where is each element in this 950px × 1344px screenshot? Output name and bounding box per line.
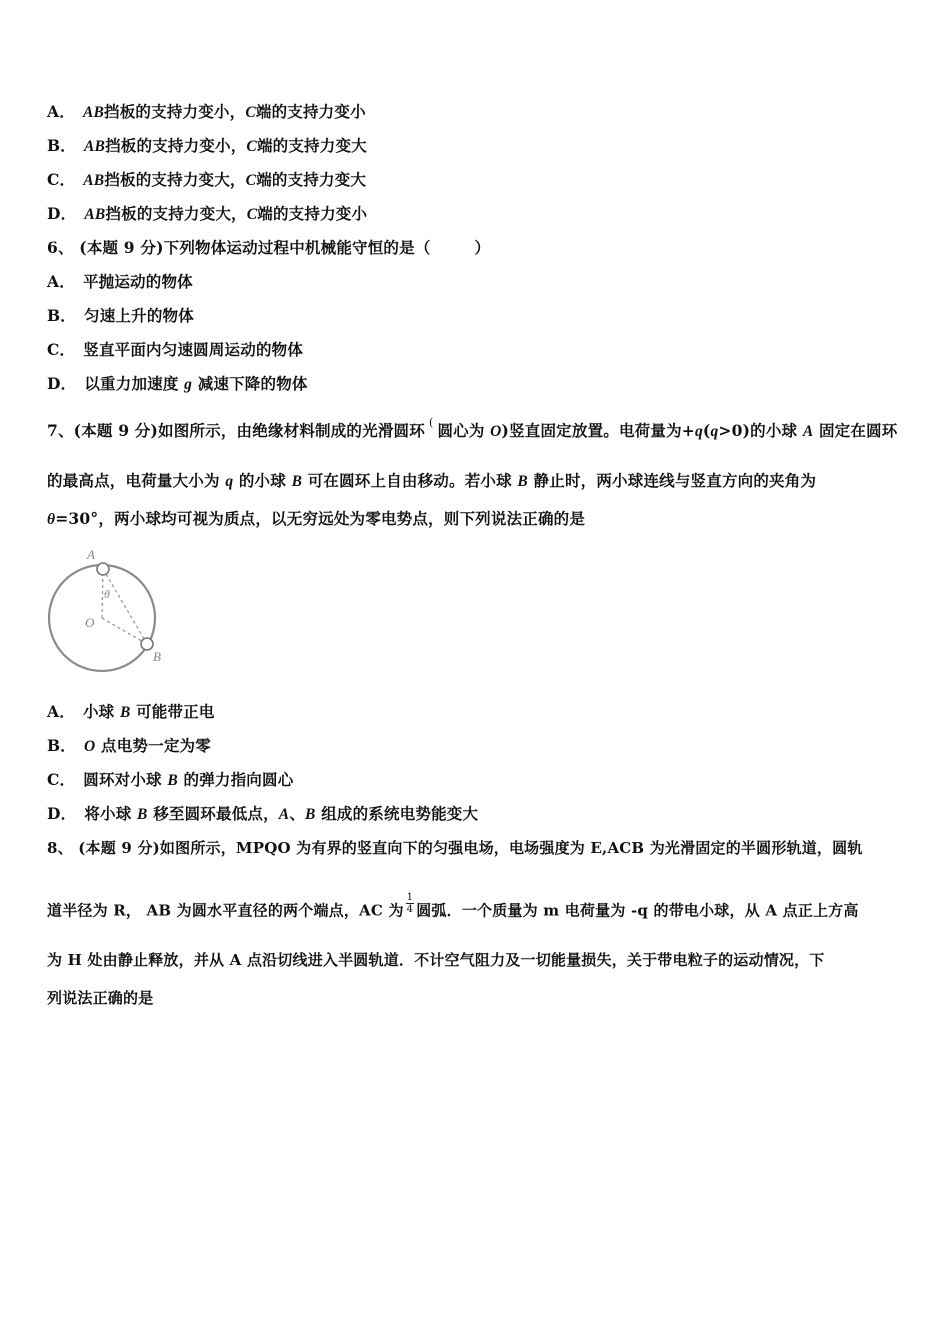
- text: 固定在圆环: [813, 421, 898, 440]
- option-text: 端的支持力变小: [257, 204, 368, 223]
- text: 的最高点，电荷量大小为: [47, 471, 226, 490]
- option-key: A．: [47, 272, 75, 291]
- text: 静止时，两小球连线与竖直方向的夹角为: [527, 471, 817, 490]
- option-text: 平抛运动的物体: [82, 272, 193, 291]
- ring-figure: [45, 543, 165, 678]
- option-key: D．: [47, 804, 77, 823]
- option-text: 以重力加速度: [84, 374, 185, 393]
- option-text: 端的支持力变大: [256, 136, 367, 155]
- option-text: 挡板的支持力变小，: [105, 136, 247, 155]
- text: 可在圆环上自由移动。若小球: [302, 471, 518, 490]
- option-key: A．: [47, 702, 75, 721]
- q5-option-c: [47, 170, 366, 191]
- var-c: C: [245, 172, 257, 189]
- fraction-denominator: 4: [406, 904, 414, 915]
- q7-option-c: [47, 770, 293, 791]
- q7-option-a: [47, 702, 215, 723]
- text: =30°，两小球均可视为质点，以无穷远处为零电势点，则下列说法正确的是: [55, 509, 586, 528]
- option-key: B．: [47, 306, 77, 325]
- q5-option-d: [47, 204, 367, 225]
- text: 8、 (本题 9 分)如图所示，MPQO 为有界的竖直向下的匀强电场，电场强度为 E,ACB 为光滑固定的半圆形轨道，圆轨: [47, 839, 863, 857]
- q6-option-d: [47, 374, 308, 395]
- text: >0)的小球: [718, 421, 803, 440]
- option-text: 挡板的支持力变大，: [105, 204, 247, 223]
- option-text: 匀速上升的物体: [84, 306, 194, 325]
- option-text: 可能带正电: [130, 702, 215, 721]
- option-text: 端的支持力变小: [255, 102, 366, 121]
- text: 道半径为 R， AB 为圆水平直径的两个端点，AC 为: [47, 901, 404, 920]
- q7-option-d: [47, 804, 478, 825]
- option-key: C．: [47, 170, 76, 189]
- var-b: B: [137, 806, 148, 823]
- option-text: 小球: [82, 702, 120, 721]
- option-key: C．: [47, 770, 76, 789]
- q7-stem-line-3: [47, 509, 585, 530]
- var-o: O: [84, 738, 96, 755]
- q7-stem-line-1: [47, 416, 898, 443]
- var-q: q: [694, 423, 703, 440]
- q5-option-a: [47, 102, 366, 123]
- ball-a: [97, 563, 109, 575]
- label-b: B: [153, 649, 161, 664]
- option-text: 移至圆环最低点，: [147, 804, 279, 823]
- separator: 、: [289, 804, 306, 823]
- text: 圆弧．一个质量为 m 电荷量为 -q 的带电小球，从 A 点正上方高: [416, 901, 859, 920]
- q8-stem-line-2: [47, 892, 859, 923]
- option-text: 圆环对小球: [83, 770, 168, 789]
- option-key: B．: [47, 136, 77, 155]
- q8-stem-line-4: [47, 988, 153, 1008]
- fraction-one-quarter: [406, 892, 415, 915]
- text: 7、(本题 9 分)如图所示，由绝缘材料制成的光滑圆环: [47, 421, 425, 440]
- option-text: 将小球: [84, 804, 138, 823]
- var-q: q: [710, 423, 719, 440]
- var-ab: AB: [84, 206, 106, 223]
- text: 为 H 处由静止释放，并从 A 点沿切线进入半圆轨道．不计空气阻力及一切能量损失，关于带电粒子的运动情况，下: [47, 951, 825, 969]
- var-b: B: [291, 473, 303, 490]
- paren: (: [428, 416, 434, 429]
- ring-radius-ob: [102, 618, 147, 644]
- var-g: g: [184, 376, 193, 393]
- label-o: O: [85, 615, 95, 630]
- ring-radius-oa: [102, 569, 103, 618]
- q8-stem-line-1: [47, 838, 863, 858]
- option-key: C．: [47, 340, 76, 359]
- option-text: 的弹力指向圆心: [177, 770, 294, 789]
- q6-option-a: [47, 272, 193, 292]
- var-c: C: [246, 138, 257, 155]
- option-text: 挡板的支持力变小，: [104, 102, 246, 121]
- option-key: D．: [47, 374, 77, 393]
- var-theta: θ: [47, 511, 56, 528]
- text: 列说法正确的是: [47, 989, 154, 1007]
- option-text: 减速下降的物体: [192, 374, 308, 393]
- label-theta: θ: [104, 587, 110, 601]
- var-c: C: [246, 206, 258, 223]
- q6-stem-close: ）: [474, 238, 491, 257]
- label-a: A: [87, 547, 95, 562]
- var-q: q: [225, 473, 234, 490]
- var-ab: AB: [83, 172, 105, 189]
- option-text: 点电势一定为零: [95, 736, 211, 755]
- ball-b: [141, 638, 153, 650]
- option-key: D．: [47, 204, 77, 223]
- option-text: 端的支持力变大: [256, 170, 367, 189]
- q6-option-c: [47, 340, 303, 360]
- q7-option-b: [47, 736, 211, 757]
- option-text: 组成的系统电势能变大: [315, 804, 479, 823]
- option-text: 竖直平面内匀速圆周运动的物体: [83, 340, 304, 359]
- text: )竖直固定放置。电荷量为+: [501, 421, 695, 440]
- var-b: B: [119, 704, 131, 721]
- var-ab: AB: [82, 104, 105, 121]
- var-b: B: [167, 772, 178, 789]
- option-text: 挡板的支持力变大，: [104, 170, 246, 189]
- var-b: B: [305, 806, 316, 823]
- q5-option-b: [47, 136, 367, 157]
- option-key: B．: [47, 736, 77, 755]
- fraction-numerator: 1: [406, 892, 414, 903]
- var-o: O: [490, 423, 502, 440]
- var-a: A: [278, 806, 290, 823]
- var-ab: AB: [84, 138, 106, 155]
- text: 的小球: [233, 471, 292, 490]
- var-b: B: [517, 473, 528, 490]
- q6-stem: [47, 238, 490, 258]
- var-c: C: [245, 104, 256, 121]
- q6-stem-text: 6、 (本题 9 分)下列物体运动过程中机械能守恒的是（: [47, 238, 431, 257]
- q7-stem-line-2: [47, 471, 816, 492]
- text: 圆心为: [437, 421, 491, 440]
- text: (: [702, 421, 711, 440]
- var-a: A: [802, 423, 814, 440]
- q8-stem-line-3: [47, 950, 825, 970]
- option-key: A．: [47, 102, 75, 121]
- q6-option-b: [47, 306, 194, 326]
